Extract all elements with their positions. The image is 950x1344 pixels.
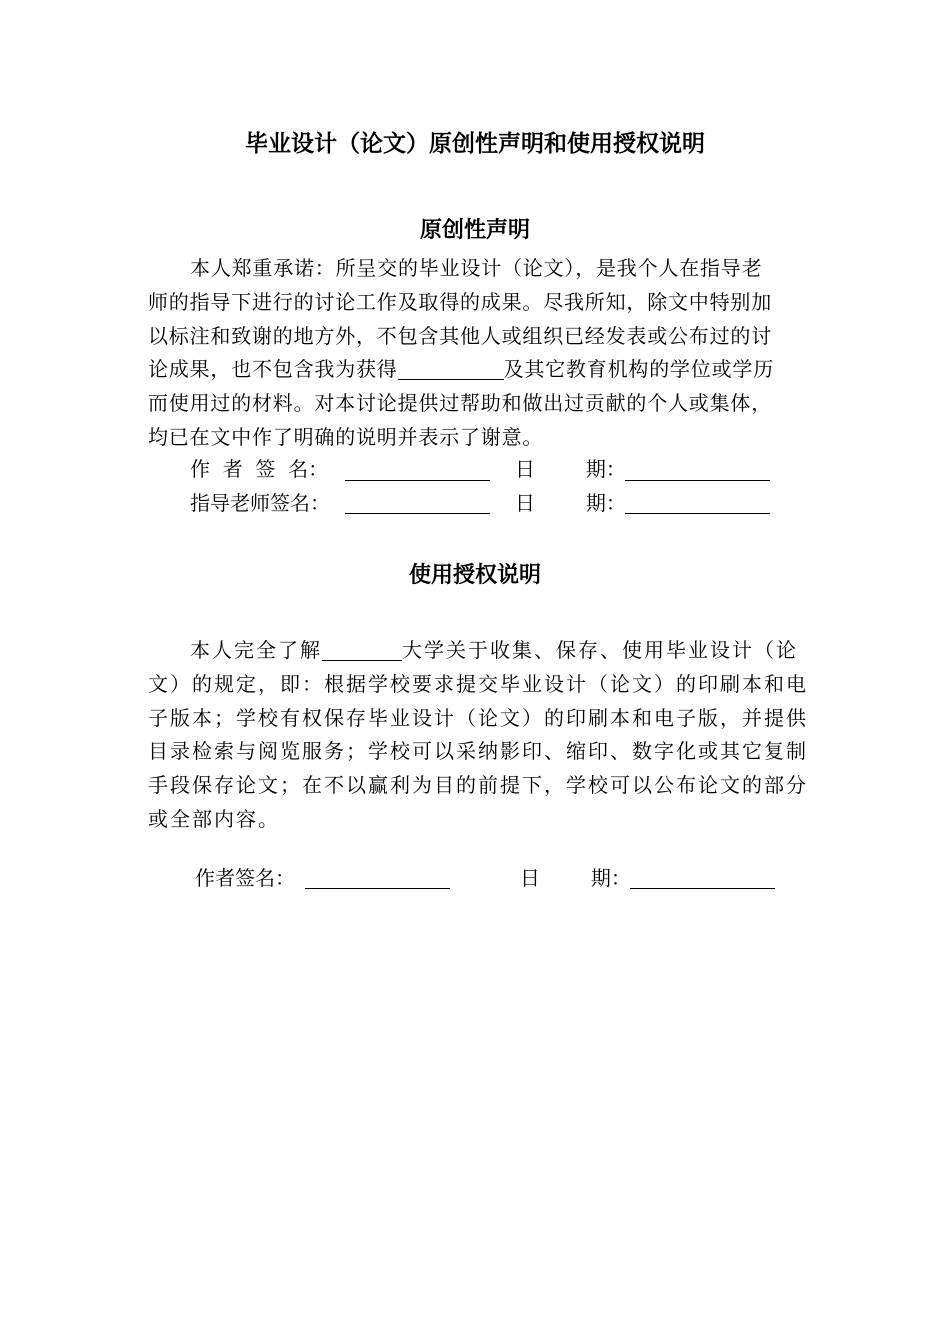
paragraph-line: 以标注和致谢的地方外，不包含其他人或组织已经发表或公布过的讨	[148, 323, 772, 348]
paragraph-text: 论成果，也不包含我为获得	[148, 357, 398, 382]
date-label: 日 期：	[520, 866, 631, 890]
paragraph-text: 及其它教育机构的学位或学历	[503, 357, 775, 382]
paragraph-line: 本人郑重承诺：所呈交的毕业设计（论文），是我个人在指导老	[190, 256, 763, 280]
paragraph-text: 大学关于收集、保存、使用毕业设计（论	[402, 638, 798, 662]
advisor-date-field[interactable]	[625, 513, 770, 514]
author-date-field[interactable]	[625, 480, 770, 481]
authorization-paragraph	[148, 634, 828, 837]
authorization-heading: 使用授权说明	[408, 563, 541, 588]
paragraph-line: 文）的规定，即：根据学校要求提交毕业设计（论文）的印刷本和电	[148, 671, 808, 696]
authorization-signature-field[interactable]	[305, 888, 450, 889]
paragraph-text: 本人完全了解	[190, 638, 322, 662]
degree-blank-field[interactable]	[398, 357, 504, 380]
university-blank-field[interactable]	[322, 638, 402, 661]
paragraph-line: 而使用过的材料。对本讨论提供过帮助和做出过贡献的个人或集体，	[148, 391, 772, 416]
paragraph-line	[148, 353, 828, 387]
paragraph-line: 均已在文中作了明确的说明并表示了谢意。	[148, 424, 544, 449]
paragraph-line	[148, 634, 828, 668]
originality-paragraph	[148, 252, 828, 455]
authorization-date-field[interactable]	[630, 888, 775, 889]
advisor-signature-label: 指导老师签名：	[190, 491, 330, 515]
document-title: 毕业设计（论文）原创性声明和使用授权说明	[245, 131, 705, 157]
paragraph-line: 目录检索与阅览服务；学校可以采纳影印、缩印、数字化或其它复制	[148, 739, 808, 764]
originality-heading: 原创性声明	[419, 218, 530, 243]
paragraph-line: 子版本；学校有权保存毕业设计（论文）的印刷本和电子版，并提供	[148, 705, 808, 730]
paragraph-line: 师的指导下进行的讨论工作及取得的成果。尽我所知，除文中特别加	[148, 289, 772, 314]
author-signature-label: 作者签名：	[195, 866, 295, 890]
author-signature-field[interactable]	[345, 480, 490, 481]
date-label: 日 期：	[515, 457, 626, 481]
paragraph-line: 手段保存论文；在不以赢利为目的前提下，学校可以公布论文的部分	[148, 773, 808, 798]
date-label: 日 期：	[515, 491, 626, 515]
advisor-signature-field[interactable]	[345, 513, 490, 514]
author-signature-label: 作 者 签 名：	[190, 457, 329, 481]
paragraph-line: 或全部内容。	[148, 806, 280, 831]
